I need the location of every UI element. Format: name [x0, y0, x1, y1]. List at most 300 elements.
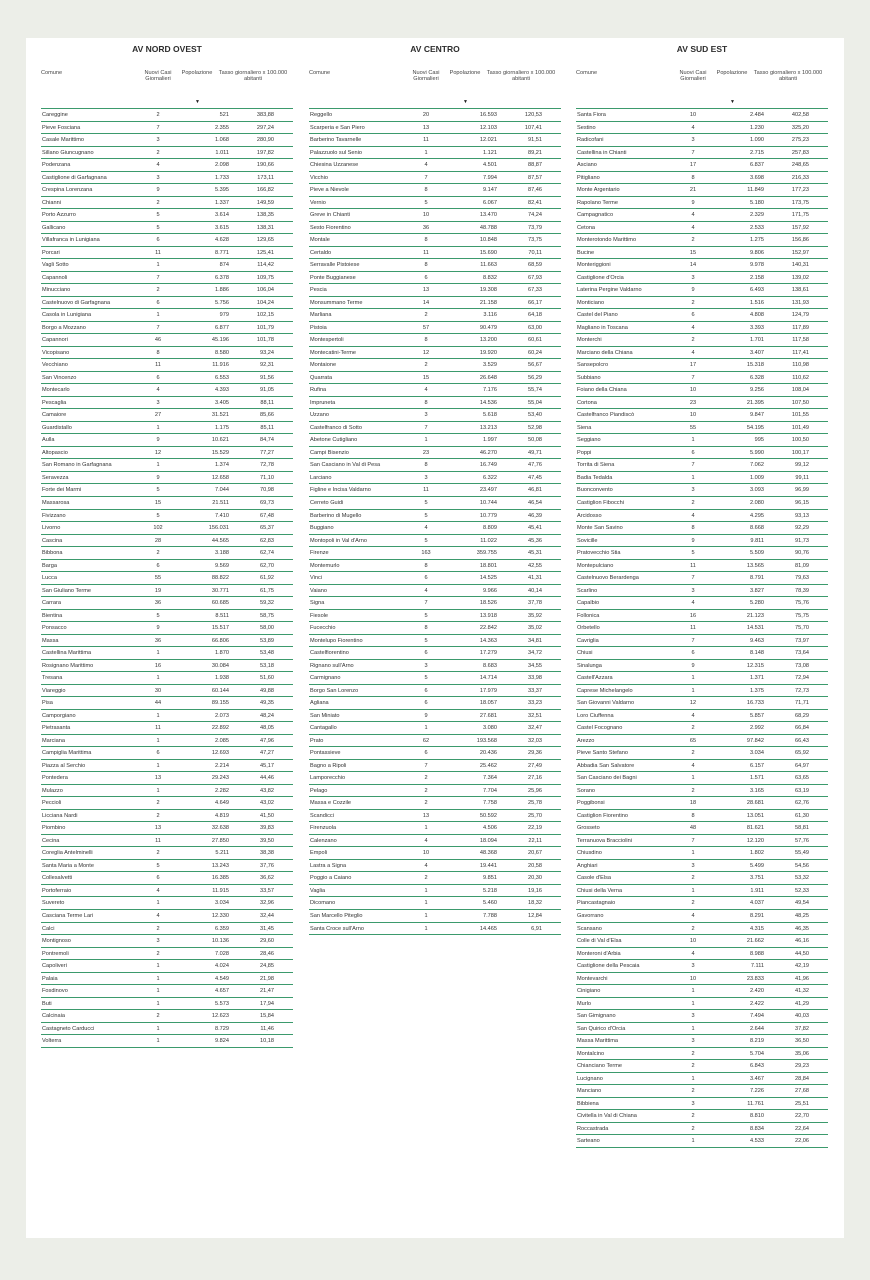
table-row [41, 610, 293, 623]
cell-comune: Monteriggioni [577, 262, 611, 269]
table-row [41, 209, 293, 222]
header-popolazione: Popolazione [716, 70, 748, 76]
table-row [309, 122, 561, 135]
cell-comune: Lucignano [577, 1075, 603, 1082]
cell-comune: Licciana Nardi [42, 812, 78, 819]
table-row [576, 985, 828, 998]
cell-popolazione: 12.330 [211, 913, 229, 919]
header-tasso[interactable]: Tasso giornaliero x 100.000 abitanti [218, 70, 288, 83]
cell-tasso: 75,70 [795, 625, 809, 632]
cell-popolazione: 4.649 [215, 800, 229, 807]
cell-popolazione: 8.771 [215, 249, 229, 256]
cell-tasso: 46,81 [528, 487, 542, 494]
table-row [309, 109, 561, 122]
table-row [576, 647, 828, 660]
table-row [309, 897, 561, 910]
cell-comune: Volterra [42, 1038, 62, 1045]
cell-popolazione: 60.144 [211, 687, 229, 694]
cell-tasso: 114,42 [257, 262, 274, 269]
table-row [309, 197, 561, 210]
table-row [41, 822, 293, 835]
cell-tasso: 32,51 [528, 712, 542, 719]
cell-comune: Capannoli [42, 274, 68, 281]
table-row [41, 397, 293, 410]
cell-comune: Tresana [42, 675, 63, 682]
cell-nuovi-casi: 3 [424, 412, 428, 419]
cell-nuovi-casi: 3 [691, 274, 695, 281]
cell-comune: Chianni [42, 199, 61, 206]
cell-comune: Suvereto [42, 900, 65, 907]
table-row [576, 284, 828, 297]
cell-popolazione: 2.158 [750, 274, 764, 281]
table-row [41, 272, 293, 285]
cell-nuovi-casi: 1 [424, 725, 428, 732]
cell-comune: Pieve a Nievole [310, 187, 349, 194]
cell-nuovi-casi: 2 [691, 725, 695, 732]
table-row [309, 622, 561, 635]
cell-nuovi-casi: 36 [154, 637, 162, 644]
cell-popolazione: 13.200 [479, 337, 497, 344]
cell-comune: Chiusi [577, 650, 593, 657]
table-row [576, 585, 828, 598]
cell-nuovi-casi: 7 [691, 837, 695, 844]
table-row [309, 923, 561, 936]
cell-nuovi-casi: 1 [424, 149, 428, 156]
cell-popolazione: 2.080 [750, 499, 764, 506]
table-row [576, 885, 828, 898]
table-row [41, 1035, 293, 1048]
table-row [576, 510, 828, 523]
cell-tasso: 89,21 [528, 149, 542, 156]
cell-comune: Carrara [42, 600, 61, 607]
cell-tasso: 41,32 [795, 988, 809, 995]
cell-comune: Casole d'Elsa [577, 875, 612, 882]
cell-comune: Seggiano [577, 437, 601, 444]
cell-popolazione: 4.393 [215, 387, 229, 394]
table-row [309, 860, 561, 873]
cell-tasso: 177,23 [791, 187, 809, 194]
sort-down-icon[interactable]: ▼ [463, 99, 468, 105]
cell-comune: Quarrata [310, 374, 333, 381]
cell-comune: Campi Bisenzio [310, 449, 349, 456]
cell-comune: Buonconvento [577, 487, 613, 494]
table-row [41, 510, 293, 523]
cell-tasso: 40,14 [528, 587, 542, 594]
cell-comune: Subbiano [577, 374, 601, 381]
cell-tasso: 72,73 [795, 687, 809, 694]
cell-popolazione: 1.802 [750, 850, 764, 857]
cell-comune: Monticiano [577, 299, 605, 306]
cell-comune: Piazza al Serchio [42, 762, 86, 769]
table-row [41, 322, 293, 335]
table-row [576, 1135, 828, 1148]
cell-popolazione: 66.806 [211, 637, 229, 644]
cell-tasso: 66,43 [795, 737, 809, 744]
cell-tasso: 27,68 [795, 1088, 809, 1095]
cell-comune: San Romano in Garfagnana [42, 462, 112, 469]
sort-down-icon[interactable]: ▼ [195, 99, 200, 105]
cell-tasso: 107,50 [791, 399, 809, 406]
table-row [576, 560, 828, 573]
table-row [41, 785, 293, 798]
table-row [576, 935, 828, 948]
cell-comune: Ponsacco [42, 625, 67, 632]
table-row [576, 472, 828, 485]
table-row [309, 772, 561, 785]
cell-comune: Vinci [310, 575, 323, 582]
cell-popolazione: 9.824 [215, 1038, 229, 1045]
cell-nuovi-casi: 18 [689, 800, 697, 807]
cell-comune: Porcari [42, 249, 60, 256]
cell-popolazione: 6.553 [215, 374, 229, 381]
table-row [576, 1110, 828, 1123]
cell-nuovi-casi: 8 [156, 349, 160, 356]
cell-popolazione: 27.850 [211, 837, 229, 844]
cell-nuovi-casi: 9 [691, 537, 695, 544]
cell-popolazione: 156.031 [208, 525, 229, 532]
cell-comune: Cecina [42, 837, 60, 844]
cell-popolazione: 6.322 [483, 474, 497, 481]
cell-comune: Pontremoli [42, 950, 69, 957]
cell-comune: Santa Croce sull'Arno [310, 925, 364, 932]
table-row [576, 1048, 828, 1061]
cell-tasso: 173,11 [257, 174, 274, 181]
cell-nuovi-casi: 5 [424, 637, 428, 644]
cell-nuovi-casi: 1 [156, 650, 160, 657]
cell-tasso: 46,35 [795, 925, 809, 932]
cell-tasso: 117,58 [792, 337, 809, 344]
cell-tasso: 11,46 [260, 1025, 274, 1032]
cell-tasso: 110,62 [792, 374, 809, 381]
cell-tasso: 53,89 [260, 637, 274, 644]
cell-comune: Certaldo [310, 249, 332, 256]
cell-comune: Carmignano [310, 675, 341, 682]
cell-comune: Rignano sull'Arno [310, 662, 354, 669]
table-row [41, 697, 293, 710]
cell-popolazione: 13.565 [746, 562, 764, 569]
cell-popolazione: 16.733 [746, 700, 764, 707]
cell-tasso: 53,40 [528, 412, 542, 419]
table-row [309, 322, 561, 335]
cell-popolazione: 2.329 [750, 212, 764, 219]
table-row [41, 747, 293, 760]
table-row [576, 1073, 828, 1086]
cell-comune: San Marcello Piteglio [310, 913, 363, 919]
cell-comune: Piombino [42, 825, 66, 832]
cell-tasso: 77,27 [260, 449, 274, 456]
cell-popolazione: 11.761 [747, 1100, 764, 1107]
cell-comune: Marciano della Chiana [577, 349, 633, 356]
table-row [41, 535, 293, 548]
cell-popolazione: 5.756 [215, 299, 229, 306]
cell-tasso: 46,16 [795, 938, 809, 945]
cell-comune: Marciana [42, 737, 66, 744]
cell-nuovi-casi: 3 [691, 862, 695, 869]
table-row [576, 872, 828, 885]
header-tasso[interactable]: Tasso giornaliero x 100.000 abitanti [753, 70, 823, 83]
cell-nuovi-casi: 62 [422, 737, 430, 744]
cell-comune: Camaiore [42, 412, 67, 419]
table-row [309, 610, 561, 623]
cell-comune: Massa e Cozzile [310, 800, 352, 807]
table-row [41, 497, 293, 510]
table-row [576, 797, 828, 810]
cell-comune: Pietrasanta [42, 725, 71, 732]
cell-popolazione: 18.801 [479, 562, 497, 569]
cell-tasso: 32,96 [260, 900, 274, 907]
table-row [576, 685, 828, 698]
table-row [309, 184, 561, 197]
cell-popolazione: 3.698 [750, 174, 764, 181]
cell-popolazione: 18.094 [479, 837, 497, 844]
table-row [41, 923, 293, 936]
cell-nuovi-casi: 3 [691, 1013, 695, 1020]
cell-tasso: 41,96 [795, 975, 809, 982]
cell-popolazione: 16.593 [479, 112, 497, 118]
cell-nuovi-casi: 17 [689, 162, 697, 169]
cell-popolazione: 29.243 [211, 775, 229, 782]
cell-tasso: 81,09 [795, 562, 809, 569]
cell-comune: Pelago [310, 787, 328, 794]
cell-tasso: 12,84 [528, 913, 542, 919]
cell-tasso: 55,04 [528, 399, 542, 406]
cell-nuovi-casi: 4 [691, 124, 695, 131]
cell-tasso: 85,66 [260, 412, 274, 419]
cell-popolazione: 3.467 [750, 1075, 764, 1082]
cell-popolazione: 8.729 [215, 1025, 229, 1032]
table-row [41, 447, 293, 460]
cell-nuovi-casi: 5 [424, 512, 428, 519]
table-row [576, 172, 828, 185]
cell-popolazione: 18.526 [479, 600, 497, 607]
cell-popolazione: 17.279 [479, 650, 497, 657]
cell-nuovi-casi: 1 [691, 687, 695, 694]
cell-nuovi-casi: 4 [691, 212, 695, 219]
table-row [41, 672, 293, 685]
cell-tasso: 46,39 [528, 512, 542, 519]
cell-comune: Capoliveri [42, 963, 67, 970]
cell-tasso: 383,88 [256, 112, 274, 118]
cell-tasso: 25,78 [528, 800, 542, 807]
table-row [576, 760, 828, 773]
cell-nuovi-casi: 4 [424, 525, 428, 532]
cell-tasso: 20,30 [528, 875, 542, 882]
cell-comune: Montignoso [42, 938, 71, 945]
cell-popolazione: 8.219 [750, 1038, 764, 1045]
table-row [576, 847, 828, 860]
table-row [41, 197, 293, 210]
cell-tasso: 73,64 [795, 650, 809, 657]
table-row [41, 860, 293, 873]
cell-comune: San Casciano dei Bagni [577, 775, 637, 782]
cell-popolazione: 88.822 [211, 575, 229, 582]
table-row [309, 297, 561, 310]
cell-tasso: 52,98 [528, 424, 542, 431]
table-row [576, 309, 828, 322]
cell-comune: Pieve Fosciana [42, 124, 81, 131]
cell-comune: Montecatini-Terme [310, 349, 357, 356]
cell-nuovi-casi: 1 [156, 737, 160, 744]
cell-nuovi-casi: 7 [691, 637, 695, 644]
table-row [41, 797, 293, 810]
table-row [309, 760, 561, 773]
cell-popolazione: 48.368 [479, 850, 497, 857]
cell-nuovi-casi: 55 [154, 575, 162, 582]
cell-popolazione: 7.111 [750, 963, 764, 970]
cell-tasso: 68,29 [795, 712, 809, 719]
cell-tasso: 35,06 [795, 1050, 809, 1057]
table-row [576, 822, 828, 835]
table-row [309, 347, 561, 360]
cell-comune: Sinalunga [577, 662, 602, 669]
cell-tasso: 25,51 [795, 1100, 809, 1107]
cell-nuovi-casi: 5 [156, 212, 160, 219]
cell-tasso: 33,37 [528, 687, 542, 694]
table-row [309, 234, 561, 247]
cell-popolazione: 8.580 [215, 349, 229, 356]
cell-comune: Castiglion Fibocchi [577, 499, 624, 506]
cell-tasso: 63,19 [795, 787, 809, 794]
cell-comune: Fosdinovo [42, 988, 68, 995]
cell-nuovi-casi: 1 [691, 675, 695, 682]
cell-popolazione: 54.195 [746, 424, 764, 431]
cell-tasso: 124,79 [791, 312, 809, 319]
cell-popolazione: 12.120 [746, 837, 764, 844]
table-row [576, 222, 828, 235]
cell-tasso: 34,55 [528, 662, 542, 669]
cell-nuovi-casi: 27 [154, 412, 162, 419]
cell-comune: Murlo [577, 1000, 591, 1007]
cell-popolazione: 2.085 [215, 737, 229, 744]
cell-popolazione: 9.806 [750, 249, 764, 256]
header-tasso[interactable]: Tasso giornaliero x 100.000 abitanti [486, 70, 556, 83]
cell-nuovi-casi: 28 [154, 537, 162, 544]
cell-comune: Orbetello [577, 625, 600, 632]
cell-popolazione: 4.808 [750, 312, 764, 319]
cell-tasso: 61,75 [260, 587, 274, 594]
cell-tasso: 65,92 [795, 750, 809, 757]
cell-tasso: 71,10 [260, 474, 274, 481]
table-row [309, 572, 561, 585]
table-row [309, 284, 561, 297]
cell-comune: Arcidosso [577, 512, 602, 519]
cell-popolazione: 18.057 [479, 700, 497, 707]
cell-comune: Montecarlo [42, 387, 70, 394]
cell-comune: Aulla [42, 437, 55, 444]
cell-popolazione: 6.843 [750, 1063, 764, 1070]
table-row [309, 309, 561, 322]
cell-tasso: 46,54 [528, 499, 542, 506]
cell-popolazione: 9.811 [750, 537, 764, 544]
cell-nuovi-casi: 3 [691, 963, 695, 970]
region-title: AV SUD EST [676, 44, 728, 54]
cell-comune: Porto Azzurro [42, 212, 76, 219]
cell-popolazione: 995 [754, 437, 764, 444]
cell-popolazione: 7.788 [483, 913, 497, 919]
cell-tasso: 32,47 [528, 725, 542, 732]
cell-comune: Figline e Incisa Valdarno [310, 487, 371, 494]
cell-popolazione: 31.521 [211, 412, 229, 419]
cell-comune: Pisa [42, 700, 53, 707]
cell-nuovi-casi: 4 [424, 862, 428, 869]
cell-tasso: 275,23 [791, 137, 809, 144]
cell-tasso: 99,12 [795, 462, 809, 469]
cell-comune: Cinigiano [577, 988, 601, 995]
cell-comune: Castiglione della Pescaia [577, 963, 640, 970]
cell-comune: Cantagallo [310, 725, 337, 732]
cell-nuovi-casi: 1 [156, 787, 160, 794]
cell-nuovi-casi: 8 [424, 399, 428, 406]
cell-popolazione: 12.693 [211, 750, 229, 757]
cell-comune: Impruneta [310, 399, 336, 406]
cell-comune: Careggine [42, 112, 68, 118]
cell-nuovi-casi: 163 [421, 550, 431, 557]
table-row [309, 847, 561, 860]
cell-nuovi-casi: 8 [424, 237, 428, 244]
table-row [309, 647, 561, 660]
cell-tasso: 41,29 [795, 1000, 809, 1007]
cell-comune: Cerreto Guidi [310, 499, 344, 506]
cell-comune: Montemurlo [310, 562, 340, 569]
cell-tasso: 62,83 [260, 537, 274, 544]
cell-tasso: 19,16 [528, 887, 542, 894]
table-row [41, 372, 293, 385]
sort-down-icon[interactable]: ▼ [730, 99, 735, 105]
cell-tasso: 25,96 [528, 787, 542, 794]
cell-nuovi-casi: 5 [156, 512, 160, 519]
cell-tasso: 61,30 [795, 812, 809, 819]
cell-popolazione: 11.915 [212, 887, 229, 894]
cell-tasso: 37,76 [260, 862, 274, 869]
cell-nuovi-casi: 2 [691, 925, 695, 932]
cell-comune: Calcinaia [42, 1013, 66, 1020]
cell-popolazione: 2.484 [750, 112, 764, 118]
cell-tasso: 92,29 [795, 525, 809, 532]
cell-popolazione: 12.021 [479, 137, 497, 144]
cell-tasso: 79,63 [795, 575, 809, 582]
table-row [41, 973, 293, 986]
cell-popolazione: 1.997 [483, 437, 497, 444]
table-row [41, 810, 293, 823]
cell-nuovi-casi: 36 [154, 600, 162, 607]
cell-nuovi-casi: 8 [424, 462, 428, 469]
cell-tasso: 325,20 [791, 124, 809, 131]
cell-comune: Casciana Terme Lari [42, 913, 94, 919]
cell-popolazione: 7.062 [750, 462, 764, 469]
cell-comune: Uzzano [310, 412, 329, 419]
cell-popolazione: 14.363 [479, 637, 497, 644]
cell-tasso: 15,84 [260, 1013, 274, 1020]
cell-nuovi-casi: 7 [424, 600, 428, 607]
cell-tasso: 20,58 [528, 862, 542, 869]
cell-comune: Castelnuovo Berardenga [577, 575, 639, 582]
cell-comune: Radicofani [577, 137, 604, 144]
cell-tasso: 71,71 [795, 700, 809, 707]
cell-nuovi-casi: 55 [689, 424, 697, 431]
cell-comune: Lastra a Signa [310, 862, 347, 869]
cell-tasso: 93,24 [260, 349, 274, 356]
cell-comune: Monterchi [577, 337, 602, 344]
cell-tasso: 73,79 [528, 224, 542, 231]
cell-tasso: 33,98 [528, 675, 542, 682]
table-row [309, 710, 561, 723]
cell-tasso: 62,76 [795, 800, 809, 807]
cell-tasso: 59,32 [260, 600, 274, 607]
cell-tasso: 42,19 [795, 963, 809, 970]
cell-popolazione: 1.175 [215, 424, 229, 431]
cell-tasso: 91,05 [260, 387, 274, 394]
cell-nuovi-casi: 2 [424, 362, 428, 369]
